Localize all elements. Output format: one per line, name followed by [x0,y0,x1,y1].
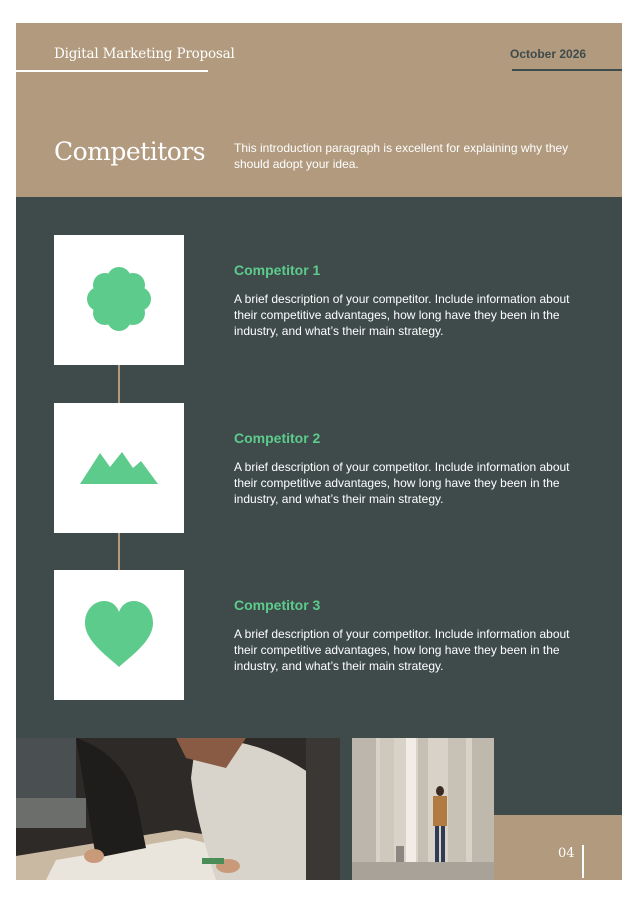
competitor-1-description: A brief description of your competitor. Include information about their competitive advantages, how long have they been in the industry, and what’s their main strategy. [234,292,570,338]
flower-icon [54,235,184,365]
document-title: Digital Marketing Proposal [54,46,235,62]
page-number-rule [582,845,584,878]
section-title: Competitors [54,137,206,166]
columns-walker-photo [352,738,494,880]
competitor-2-description: A brief description of your competitor. Include information about their competitive advantages, how long have they been in the industry, and what’s their main strategy. [234,460,570,506]
competitor-3-name: Competitor 3 [234,597,321,613]
proposal-page [16,23,622,880]
timeline-connector [118,533,120,570]
page-header [16,23,622,197]
competitor-1-card [54,235,184,365]
title-underline [16,70,208,72]
competitor-2-card [54,403,184,533]
intro-paragraph: This introduction paragraph is excellent for explaining why they should adopt your idea. [234,141,569,171]
competitor-1-name: Competitor 1 [234,262,321,278]
mountains-icon [54,403,184,533]
competitor-2-name: Competitor 2 [234,430,321,446]
date-underline [512,69,622,71]
competitor-3-description: A brief description of your competitor. Include information about their competitive advantages, how long have they been in the industry, and what’s their main strategy. [234,627,570,673]
team-meeting-photo [16,738,340,880]
competitor-3-card [54,570,184,700]
photo-illustration [16,738,340,880]
heart-icon [54,570,184,700]
page-number: 04 [558,846,575,861]
timeline-connector [118,365,120,403]
document-date: October 2026 [510,47,587,61]
photo-illustration [352,738,494,880]
